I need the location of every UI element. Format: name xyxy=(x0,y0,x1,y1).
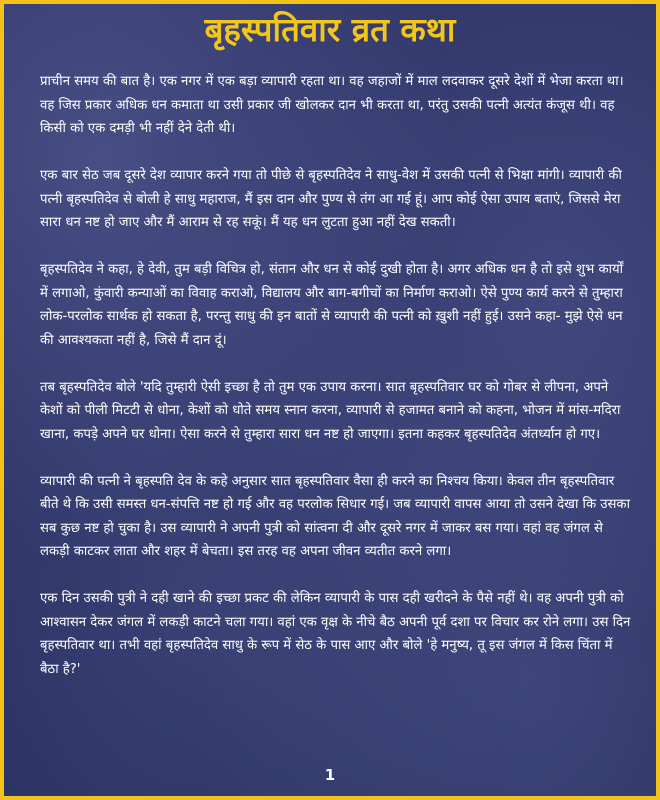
story-paragraph: प्राचीन समय की बात है। एक नगर में एक बड़ा व्यापारी रहता था। वह जहाजों में माल लदवाकर दूसरे देशों में भेजा करता था। वह जिस प्रकार अधिक धन कमाता था उसी प्रकार जी खोलकर दान भी करता था, परंतु उसकी पत्नी अत्यंत कंजूस थी। वह किसी को एक दमड़ी भी नहीं देने देती थी। xyxy=(40,74,624,136)
story-paragraph: बृहस्पतिदेव ने कहा, हे देवी, तुम बड़ी विचित्र हो, संतान और धन से कोई दुखी होता है। अगर अधिक धन है तो इसे शुभ कार्यों में लगाओ, कुंवारी कन्याओं का विवाह कराओ, विद्यालय और बाग-बगीचों का निर्माण कराओ। ऐसे पुण्य कार्य करने से तुम्हारा लोक-परलोक सार्थक हो सकता है, परन्तु साधु की इन बातों से व्यापारी की पत्नी को ख़ुशी नहीं हुई। उसने कहा- मुझे ऐसे धन की आवश्यकता नहीं है, जिसे मैं दान दूं। xyxy=(40,262,624,348)
page-title: बृहस्पतिवार व्रत कथा xyxy=(204,10,456,49)
story-body xyxy=(40,70,634,705)
page-number: 1 xyxy=(324,766,336,784)
story-paragraph: एक दिन उसकी पुत्री ने दही खाने की इच्छा प्रकट की लेकिन व्यापारी के पास दही खरीदने के पैसे नहीं थे। वह अपनी पुत्री को आश्वासन देकर जंगल में लकड़ी काटने चला गया। वहां एक वृक्ष के नीचे बैठ अपनी पूर्व दशा पर विचार कर रोने लगा। उस दिन बृहस्पतिवार था। तभी वहां बृहस्पतिदेव साधु के रूप में सेठ के पास आए और बोले 'हे मनुष्य, तू इस जंगल में किस चिंता में बैठा है?' xyxy=(40,591,631,677)
story-paragraph: तब बृहस्पतिदेव बोले 'यदि तुम्हारी ऐसी इच्छा है तो तुम एक उपाय करना। सात बृहस्पतिवार घर को गोबर से लीपना, अपने केशों को पीली मिटटी से धोना, केशों को धोते समय स्नान करना, व्यापारी से हजामत बनाने को कहना, भोजन में मांस-मदिरा खाना, कपड़े अपने घर धोना। ऐसा करने से तुम्हारा सारा धन नष्ट हो जाएगा। इतना कहकर बृहस्पतिदेव अंतर्ध्यान हो गए। xyxy=(40,379,621,442)
story-paragraph: एक बार सेठ जब दूसरे देश व्यापार करने गया तो पीछे से बृहस्पतिदेव ने साधु-वेश में उसकी पत्नी से भिक्षा मांगी। व्यापारी की पत्नी बृहस्पतिदेव से बोली हे साधु महाराज, मैं इस दान और पुण्य से तंग आ गई हूं। आप कोई ऐसा उपाय बताएं, जिससे मेरा सारा धन नष्ट हो जाए और मैं आराम से रह सकूं। मैं यह धन लुटता हुआ नहीं देख सकती। xyxy=(40,168,622,230)
story-paragraph: व्यापारी की पत्नी ने बृहस्पति देव के कहे अनुसार सात बृहस्पतिवार वैसा ही करने का निश्चय किया। केवल तीन बृहस्पतिवार बीते थे कि उसी समस्त धन-संपत्ति नष्ट हो गई और वह परलोक सिधार गई। जब व्यापारी वापस आया तो उसने देखा कि उसका सब कुछ नष्ट हो चुका है। उस व्यापारी ने अपनी पुत्री को सांत्वना दी और दूसरे नगर में जाकर बस गया। वहां वह जंगल से लकड़ी काटकर लाता और शहर में बेचता। इस तरह वह अपना जीवन व्यतीत करने लगा। xyxy=(40,473,630,559)
